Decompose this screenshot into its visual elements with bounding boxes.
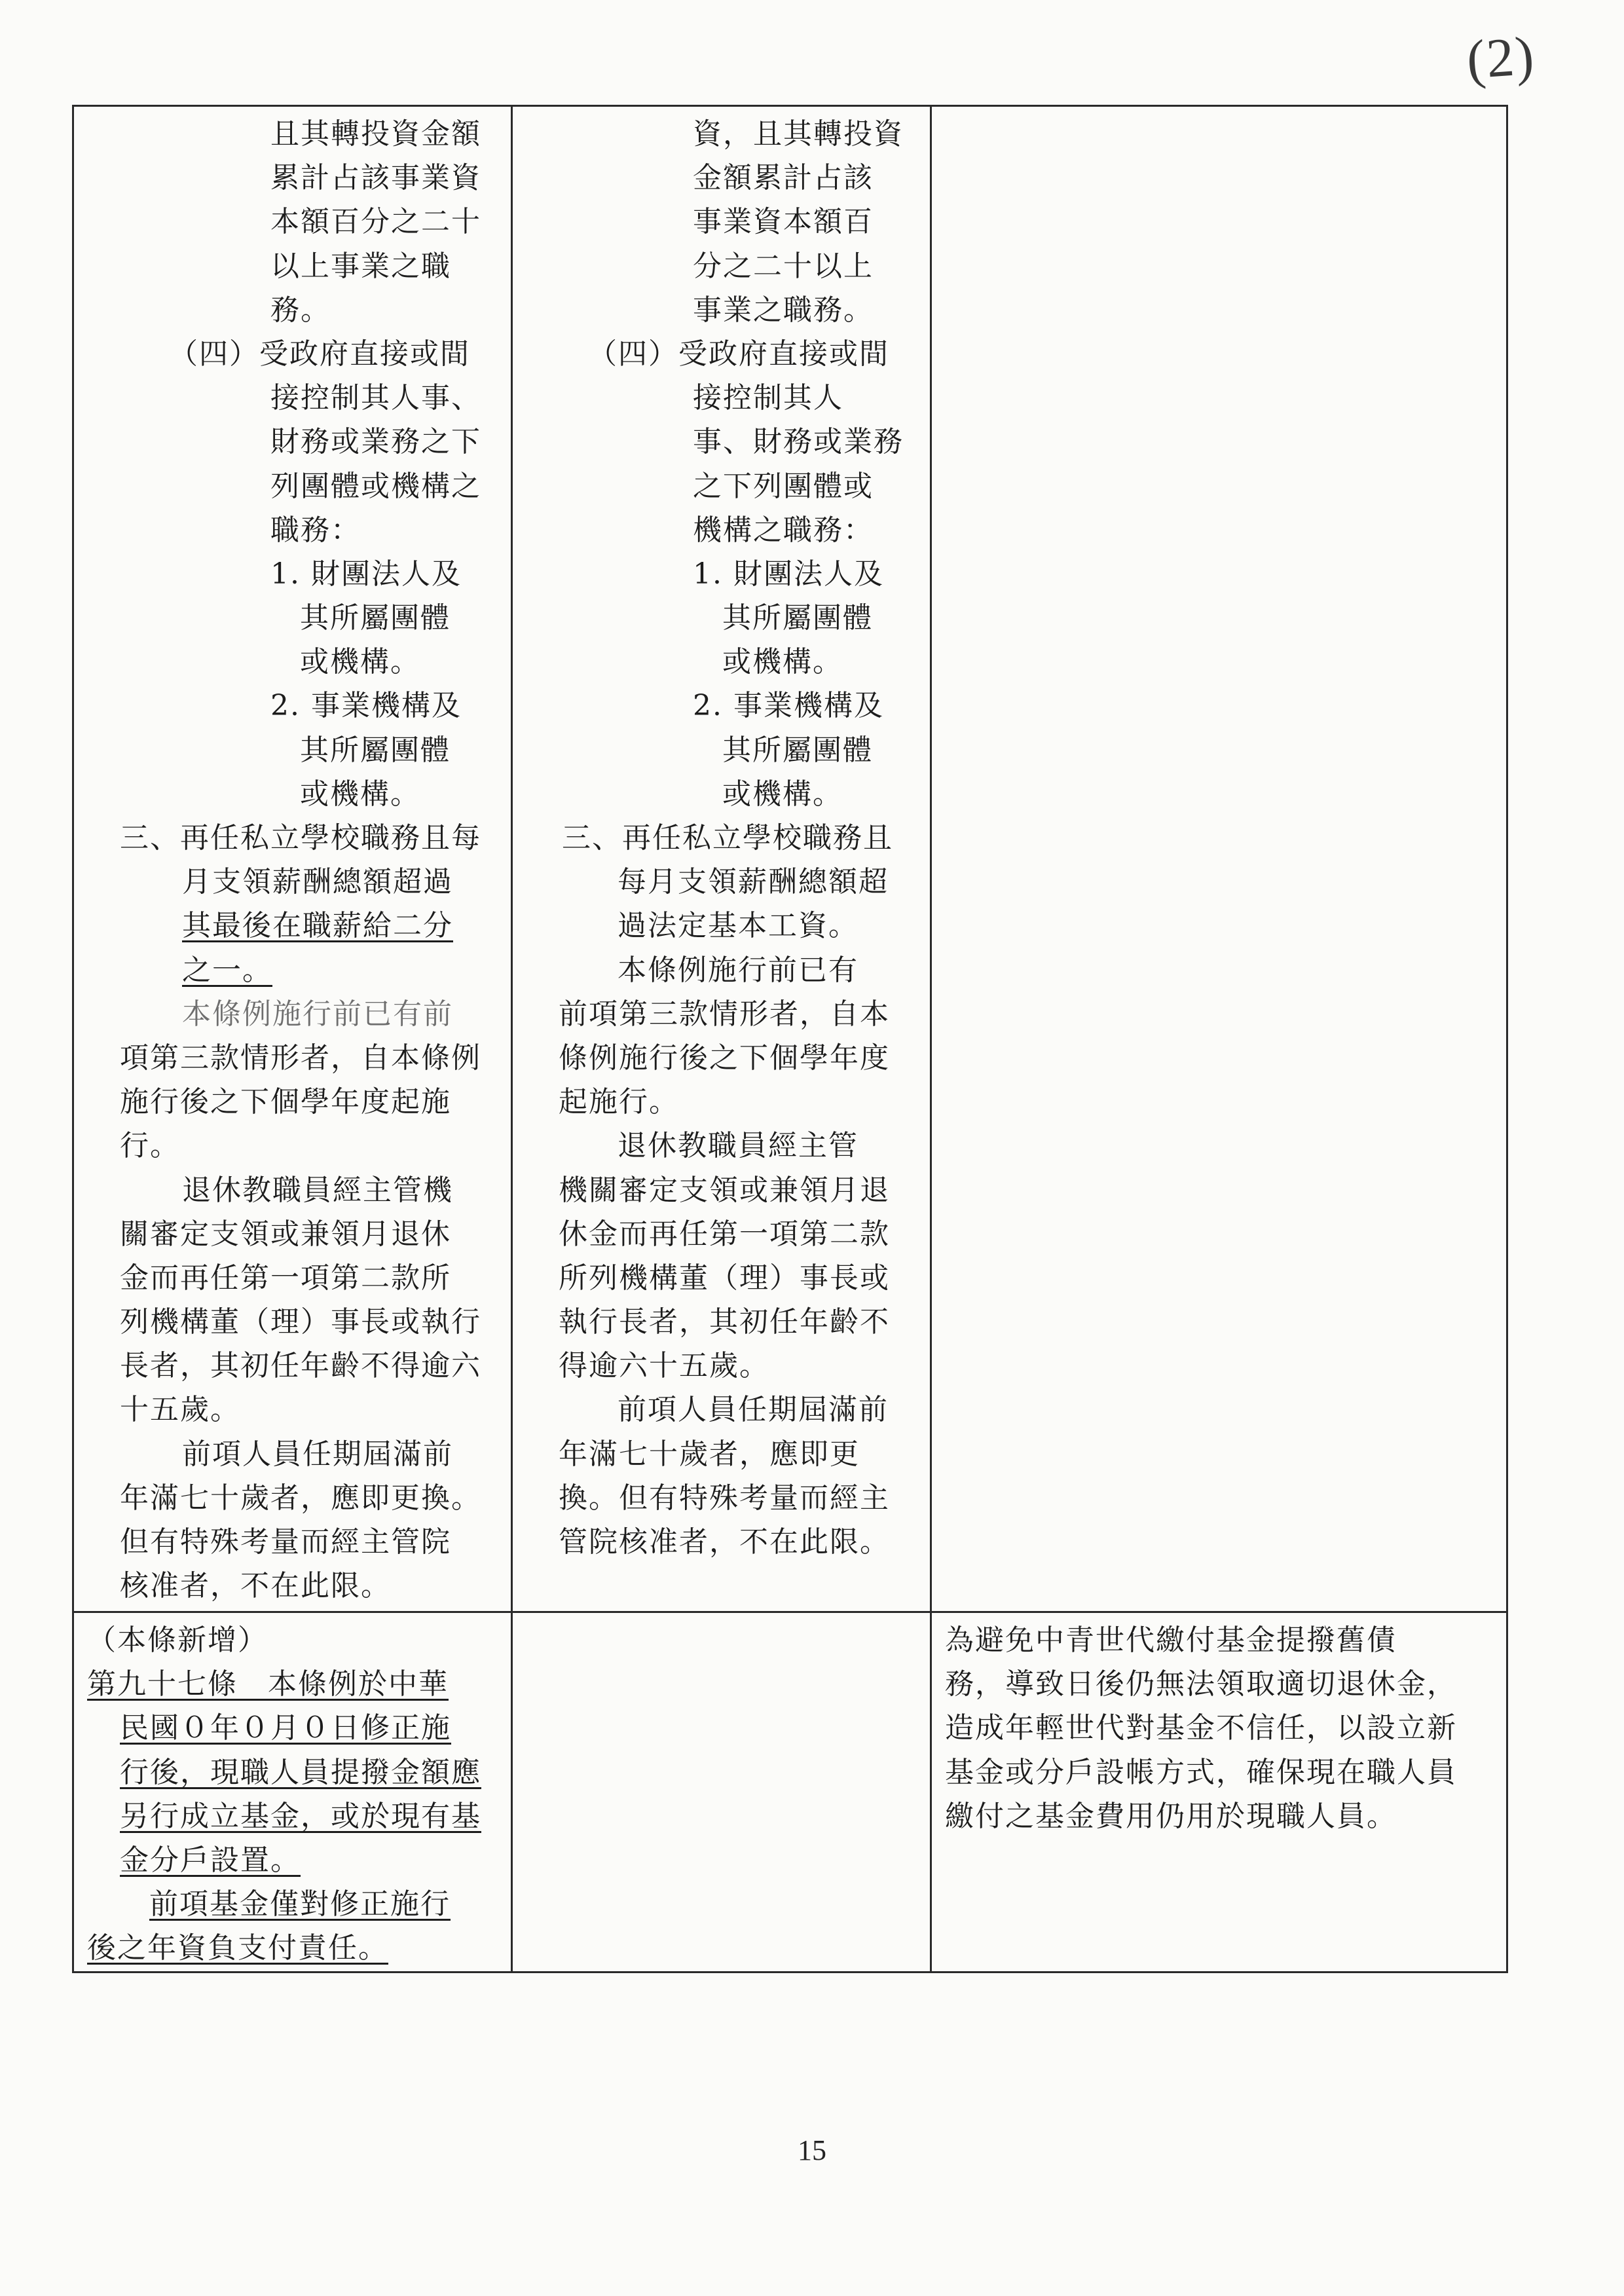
text-line: 十五歲。 <box>120 1393 240 1427</box>
text-line: 退休教職員經主管機 <box>182 1173 453 1207</box>
text-line: 但有特殊考量而經主管院 <box>120 1525 451 1559</box>
text-line: 列機構董（理）事長或執行 <box>120 1305 481 1339</box>
text-line: 金額累計占該 <box>693 161 874 195</box>
text-line: 或機構。 <box>300 777 420 811</box>
text-line: 行後，現職人員提撥金額應 <box>120 1755 481 1789</box>
handwritten-page-mark: (2) <box>1464 25 1538 91</box>
text-line: 事、財務或業務 <box>693 425 904 459</box>
text-line: 第九十七條 本條例於中華 <box>87 1667 449 1701</box>
text-line: 本條例施行前已有 <box>618 953 858 987</box>
text-line: 之下列團體或 <box>693 469 874 503</box>
page-number: 15 <box>798 2134 826 2166</box>
text-line: 其所屬團體 <box>300 733 451 767</box>
text-line: 本額百分之二十 <box>270 205 481 239</box>
text-line: 年滿七十歲者，應即更 <box>559 1437 860 1471</box>
text-line: 1. 財團法人及 <box>693 557 884 591</box>
text-line: 造成年輕世代對基金不信任，以設立新 <box>945 1711 1457 1745</box>
text-line: 分之二十以上 <box>693 249 874 283</box>
text-line: 條例施行後之下個學年度 <box>559 1041 890 1075</box>
text-line: 關審定支領或兼領月退休 <box>120 1217 451 1251</box>
text-line: 民國０年０月０日修正施 <box>120 1711 451 1745</box>
text-line: 且其轉投資金額 <box>270 117 481 151</box>
text-line: 或機構。 <box>722 645 843 679</box>
text-line: 財務或業務之下 <box>270 425 481 459</box>
text-line: 務，導致日後仍無法領取適切退休金， <box>945 1667 1457 1701</box>
table-row <box>73 106 1507 1612</box>
text-line: 職務： <box>270 513 361 547</box>
text-line: 為避免中青世代繳付基金提撥舊債 <box>945 1623 1397 1657</box>
comparison-table <box>72 105 1508 1973</box>
explanation-cell <box>931 1612 1507 1972</box>
text-line: 或機構。 <box>300 645 420 679</box>
amended-text-cell <box>73 106 512 1612</box>
text-line: 2. 事業機構及 <box>693 689 884 723</box>
text-line: 項第三款情形者，自本條例 <box>120 1041 481 1075</box>
text-line: 事業資本額百 <box>693 205 874 239</box>
text-line: 事業之職務。 <box>693 293 874 327</box>
text-line: （本條新增） <box>87 1623 268 1657</box>
text-line: 退休教職員經主管 <box>618 1129 858 1163</box>
text-line: 執行長者，其初任年齡不 <box>559 1305 890 1339</box>
text-line: 休金而再任第一項第二款 <box>559 1217 890 1251</box>
text-line: 金分戶設置。 <box>120 1843 301 1877</box>
text-line: 前項人員任期屆滿前 <box>182 1437 453 1471</box>
text-line: 管院核准者，不在此限。 <box>559 1525 890 1559</box>
text-line: 金而再任第一項第二款所 <box>120 1261 451 1295</box>
text-line: 之一。 <box>182 953 272 987</box>
text-line: 其所屬團體 <box>722 733 873 767</box>
text-line: 月支領薪酬總額超過 <box>182 865 453 899</box>
text-line: 累計占該事業資 <box>270 161 481 195</box>
text-line: （四）受政府直接或間 <box>588 337 889 371</box>
text-line: 前項第三款情形者，自本 <box>559 997 890 1031</box>
text-line: 前項基金僅對修正施行 <box>149 1887 451 1921</box>
text-line: 基金或分戶設帳方式，確保現在職人員 <box>945 1755 1457 1789</box>
text-line: 其所屬團體 <box>300 601 451 635</box>
text-line: 前項人員任期屆滿前 <box>618 1393 889 1427</box>
text-line: 另行成立基金，或於現有基 <box>120 1799 481 1833</box>
table-row <box>73 1612 1507 1972</box>
text-line: 其所屬團體 <box>722 601 873 635</box>
text-line: 接控制其人 <box>693 381 843 415</box>
text-line: 其最後在職薪給二分 <box>182 909 453 943</box>
text-line: 接控制其人事、 <box>270 381 481 415</box>
text-line: 過法定基本工資。 <box>618 909 858 943</box>
current-text-cell <box>512 1612 931 1972</box>
text-line: 或機構。 <box>722 777 843 811</box>
text-line: 年滿七十歲者，應即更換。 <box>120 1481 481 1515</box>
text-line: 施行後之下個學年度起施 <box>120 1085 451 1119</box>
current-text-cell <box>512 106 931 1612</box>
text-line: 以上事業之職 <box>270 249 451 283</box>
text-line: 繳付之基金費用仍用於現職人員。 <box>945 1799 1397 1833</box>
text-line: 1. 財團法人及 <box>270 557 462 591</box>
text-line: 三、再任私立學校職務且每 <box>120 821 481 855</box>
text-line: 機關審定支領或兼領月退 <box>559 1173 890 1207</box>
text-line: 行。 <box>120 1129 180 1163</box>
text-line: 2. 事業機構及 <box>270 689 462 723</box>
text-line: 機構之職務： <box>693 513 874 547</box>
text-line: 所列機構董（理）事長或 <box>559 1261 890 1295</box>
text-line: 三、再任私立學校職務且 <box>562 821 893 855</box>
text-line: 務。 <box>270 293 331 327</box>
text-line: 後之年資負支付責任。 <box>87 1931 388 1965</box>
text-line: 核准者，不在此限。 <box>120 1569 391 1603</box>
text-line: 列團體或機構之 <box>270 469 481 503</box>
text-line: 資，且其轉投資 <box>693 117 904 151</box>
text-line: 長者，其初任年齡不得逾六 <box>120 1349 481 1383</box>
text-line: （四）受政府直接或間 <box>169 337 470 371</box>
text-line: 起施行。 <box>559 1085 679 1119</box>
text-line: 得逾六十五歲。 <box>559 1349 769 1383</box>
text-line: 本條例施行前已有前 <box>182 997 453 1031</box>
explanation-cell <box>931 106 1507 1612</box>
text-line: 換。但有特殊考量而經主 <box>559 1481 890 1515</box>
text-line: 每月支領薪酬總額超 <box>618 865 889 899</box>
amended-text-cell <box>73 1612 512 1972</box>
